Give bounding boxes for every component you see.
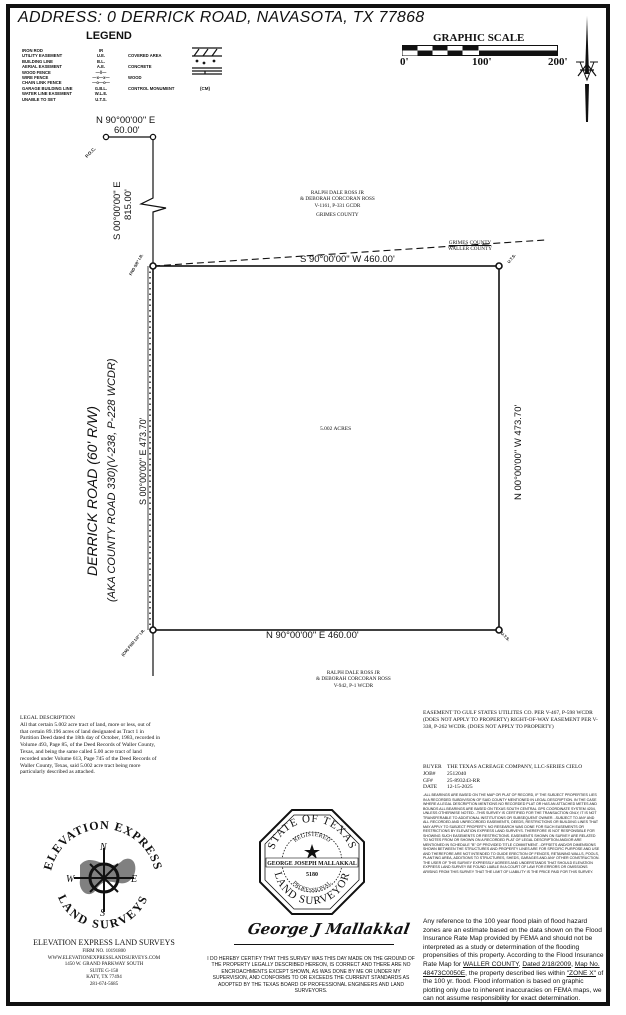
area-label: 5.002 ACRES [320, 426, 352, 432]
scale-label-200: 200' [548, 56, 568, 68]
svg-text:LAND SURVEYOR: LAND SURVEYOR [271, 870, 353, 908]
tie-distance: 815.00' [123, 189, 134, 220]
tie-bearing: S 00°00'00" E [112, 181, 123, 240]
address-title: ADDRESS: 0 DERRICK ROAD, NAVASOTA, TX 77868 [18, 9, 425, 26]
company-info: ELEVATION EXPRESS LAND SURVEYS FIRM NO. 10191800 WWW.ELEVATIONEXPRESSLANDSURVEYS.COM 1450 W. GRAND PARKWAY SOUTH SUITE G-158 KATY, TX 77494 281-674-5685 [33, 938, 175, 987]
road-aka: (AKA COUNTY ROAD 330)(V-238, P-228 WCDR) [106, 358, 118, 602]
south-line-bearing: N 90°00'00" E 460.00' [266, 630, 359, 641]
svg-text:REGISTERED: REGISTERED [292, 831, 332, 844]
control-monument-symbol: (CM) [200, 86, 210, 91]
flood-note: Any reference to the 100 year flood plain of flood hazard zones are an estimate based on the data shown on the Flood Insurance Rate Map provided by FEMA and should not be interpreted as a study or determination of the flooding propensities of this property. According to the Flood Insurance Rate Map for WALLER COUNTY, Dated 2/18/2009, Map No. 48473C0050E, the property described lies within "ZONE X" of the 100 yr. flood. Flood information is based on graphic plotting only due to inherent inaccuracies on FEMA maps, we can not assume responsibility for exact determination. [423, 918, 604, 1003]
job-info: BUYER THE TEXAS ACREAGE COMPANY, LLC-SERIES CIELO JOB# 2512040 GF# 25-893243-RR DATE 12-15-2025 [423, 764, 583, 791]
legend-labels: IRON ROD UTILITY EASEMENT BUILDING LINE AERIAL EASEMENT WOOD FENCE WIRE FENCE CHAIN LINK FENCE GARAGE BUILDING LINE WATER LINE EASEMENT UNABLE TO SET [22, 48, 73, 102]
certification-text: I DO HEREBY CERTIFY THAT THIS SURVEY WAS THIS DAY MADE ON THE GROUND OF THE PROPERTY LEGALLY DESCRIBED HEREON, IS CORRECT AND THERE ARE NO ENCROACHMENTS EXCEPT SHOWN, AS WAS DONE BY ME OR UNDER MY SUPERVISION, AND CONFORMS TO OR EXCEEDS THE CURRENT STANDARDS AS ADOPTED BY THE TEXAS BOARD OF PROFESSIONAL ENGINEERS AND LAND SURVEYORS. [207, 956, 415, 995]
west-line-bearing: S 00°00'00" E 473.70' [138, 417, 148, 505]
svg-text:PROFESSIONAL: PROFESSIONAL [290, 880, 334, 895]
county-line-labels: GRIMES COUNTY WALLER COUNTY [448, 240, 492, 253]
road-name: DERRICK ROAD (60' R/W) [84, 406, 100, 576]
svg-text:N: N [100, 842, 107, 853]
scale-label-100: 100' [472, 56, 492, 68]
svg-text:S: S [100, 908, 105, 919]
svg-text:STATE OF TEXAS: STATE OF TEXAS [265, 812, 359, 852]
legend-title: LEGEND [86, 30, 132, 42]
east-line-bearing: N 00°00'00" W 473.70' [513, 404, 524, 500]
legend-hatch-labels: COVERED AREA CONCRETE WOOD CONTROL MONUMENT [128, 53, 175, 91]
corner-ne-label: U.T.S. [506, 252, 517, 265]
svg-text:GEORGE JOSEPH MALLAKKAL: GEORGE JOSEPH MALLAKKAL [267, 861, 357, 867]
company-logo-icon [38, 820, 168, 935]
neighbor-south: RALPH DALE ROSS JR & DEBORAH CORCORAN ROSS V-942, P-1 WCDR [316, 670, 391, 689]
surveyor-seal-icon [258, 808, 366, 916]
poc-bearing: N 90°00'00" E [96, 115, 156, 126]
svg-text:W: W [66, 874, 75, 885]
neighbor-north: RALPH DALE ROSS JR & DEBORAH CORCORAN ROSS V-1161, P-331 GCDR GRIMES COUNTY [300, 190, 375, 219]
poc-distance: 60.00' [114, 125, 140, 136]
survey-notes: -ALL BEARINGS ARE BASED ON THE MAP OR PLAT OF RECORD, IF THE SUBJECT PROPERTIES LIES IN A RECORDED SUBDIVISION OF SAID COUNTY MENTIONED IN LEGAL DESCRIPTION. IN THE CASE WHERE A LEGAL DESCRIPTION MENTIONS NO RECORDED PLAT OR HAS AN ATTACHED METES AND BOUNDS ALL BEARINGS ARE BASED ON TEXAS SOUTH CENTRAL GPS COORDINATE SYSTEM 4204, UNLESS OTHERWISE NOTED. -THIS SURVEY IS CERTIFIED FOR THE TRANSACTION ONLY, IT IS NOT TRANSFERABLE TO ADDITIONAL INSTITUTIONS OR SUBSEQUENT OWNER. -SUBJECT TO ANY AND ALL RECORDED AND UNRECORDED EASEMENTS, DEEDS, RESTRICTIONS OR BUILDING LINES THAT MAY APPLY TO SUBJECT PROPERTY. NO RESEARCH WAS DONE FOR SUCH EASEMENTS OR RESTRICTIONS BY ELEVATION EXPRESS LAND SURVEYS. THEREFORE IS NOT RESPONSIBLE FOR SHOWING SUCH EASEMENTS OR RESTRICTIONS. EASEMENTS SHOWN ON SURVEY ARE RELATED TO NOTES FROM OR SHOWN ON A RECORDED PLAT OF LEGAL DESCRIPTION AND/OR ARE MENTIONED IN SCHEDULE "B" OF PROVIDED TITLE COMMITMENT. -OFFSETS AND/OR DIMENSIONS SHOWN BETWEEN THE STRUCTURES AND PROPERTY LINES ARE FOR SPECIFIC PURPOSE AND USE AND THEREFORE ARE NOT INTENDED TO GUIDE ERECTION OF FENCES, RETAINING WALLS, POOLS, PLANTING AREA, ADDITIONS TO STRUCTURES, SHEDS, GARAGES AND ANY OTHER CONSTRUCTION. THE USER OF THIS SURVEY EXPRESSLY AGREES AND UNDERSTANDS THAT SHOULD ELEVATION EXPRESS LAND SURVEY BE FOUND LIABLE IN A COURT OF LAW FOR ERRORS OR OMISSIONS ARISING FROM THIS SURVEY THAT THE LIMIT OF LIABILITY IS THE PRICE PAID FOR THIS SURVEY. [423, 793, 600, 874]
svg-text:ELEVATION EXPRESS: ELEVATION EXPRESS [40, 820, 166, 872]
corner-se-label: U.T.S. [499, 630, 512, 643]
legal-description: LEGAL DESCRIPTION All that certain 5.002 acre tract of land, more or less, out of that certain 89.196 acres of land designated as Tract 1 in Partition Deed dated the 18th day of October, 1983, recorded in Volume 493, Page 85, of the Deed Records of Waller County, Texas, and being the same called 5.00 acre tract of land recorded under Volume 613, Page 745 of the Deed Records of Waller County, Texas, said 5.002 acre tract being more particularly described as attached. [20, 715, 160, 776]
north-line-bearing: S 90°00'00" W 460.00' [300, 254, 395, 265]
legend-symbols: IR U.E. B.L. A.E. —//— —x—x— —o—o— G.B.L. W.L.E. U.T.S. [92, 48, 110, 102]
svg-text:LAND SURVEYS: LAND SURVEYS [55, 892, 151, 932]
signature-line [234, 944, 394, 945]
svg-text:E: E [131, 874, 138, 885]
poc-label: P.O.C. [84, 146, 97, 159]
scale-label-0: 0' [400, 56, 409, 68]
svg-text:5180: 5180 [306, 872, 318, 878]
easements-note: EASEMENT TO GULF STATES UTILITES CO. PER V-467, P-598 WCDR (DOES NOT APPLY TO PROPERTY) RIGHT-OF-WAY EASEMENT PER V-338, P-262 WCDR. (DOES NOT APPLY TO PROPERTY) [423, 710, 598, 730]
corner-nw-label: FND 5/8" I.R. [127, 252, 145, 277]
corner-sw-label: (CM) FND 1/2" I.R. [120, 627, 146, 658]
surveyor-signature: George J Mallakkal [246, 920, 412, 938]
graphic-scale-title: GRAPHIC SCALE [433, 32, 525, 44]
